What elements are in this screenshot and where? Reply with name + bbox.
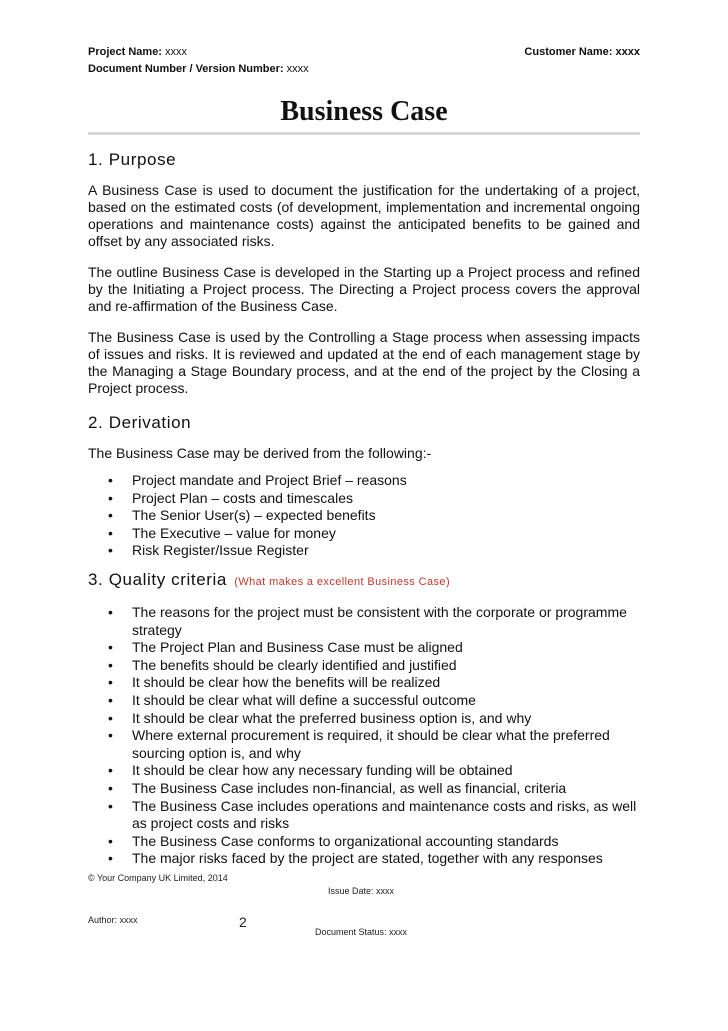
section-heading-purpose: 1. Purpose (88, 150, 177, 169)
document-number-value: xxxx (286, 63, 309, 75)
footer-document-status: Document Status: xxxx (315, 927, 408, 937)
list-item: • Project Plan – costs and timescales (132, 490, 640, 508)
list-item: • The Executive – value for money (132, 525, 640, 543)
purpose-paragraph: The Business Case is used by the Controlling a Stage process when assessing impacts of issues and risks. It is reviewed and updated at the end of each management stage by the Managing a Stage Boundary process, and at the end of the project by the Closing a Project process. (88, 329, 640, 396)
list-item: • The Business Case includes non-financial, as well as financial, criteria (132, 780, 640, 798)
derivation-intro: The Business Case may be derived from the following:- (88, 445, 432, 461)
footer-issue-date: Issue Date: xxxx (328, 886, 395, 896)
document-number-label: Document Number / Version Number: (88, 63, 284, 75)
section-quality-criteria (88, 568, 640, 868)
list-item: • The major risks faced by the project are stated, together with any responses (132, 850, 640, 868)
list-item: • The Business Case includes operations and maintenance costs and risks, as well as project costs and risks (132, 798, 640, 833)
section-heading-quality (88, 568, 640, 594)
list-item: • It should be clear what will define a successful outcome (132, 692, 640, 710)
customer-name (524, 46, 640, 58)
list-item: • It should be clear how any necessary funding will be obtained (132, 762, 640, 780)
project-name-value: xxxx (165, 46, 188, 58)
list-item: • Project mandate and Project Brief – reasons (132, 472, 640, 490)
page-number: 2 (239, 914, 247, 930)
project-name-label: Project Name: (88, 46, 162, 58)
list-item: • Risk Register/Issue Register (132, 542, 640, 560)
list-item: • The Project Plan and Business Case must be aligned (132, 639, 640, 657)
page-title: Business Case (280, 96, 448, 127)
derivation-list (88, 472, 640, 560)
section-purpose (88, 148, 640, 397)
project-name (88, 46, 187, 58)
title-divider (88, 132, 640, 135)
list-item: • It should be clear what the preferred business option is, and why (132, 710, 640, 728)
purpose-paragraph: A Business Case is used to document the justification for the undertaking of a project, based on the estimated costs (of development, implementation and incremental ongoing operations and maintenance costs) against the anticipated benefits to be gained and offset by any associated risks. (88, 182, 640, 249)
document-number (88, 63, 309, 75)
quality-heading-note: (What makes a excellent Business Case) (234, 575, 451, 588)
list-item: • The Business Case conforms to organizational accounting standards (132, 833, 640, 851)
section-heading-derivation: 2. Derivation (88, 413, 192, 432)
quality-heading-text: 3. Quality criteria (88, 569, 227, 589)
customer-name-value: xxxx (615, 46, 640, 58)
document-body (88, 148, 640, 872)
section-derivation (88, 411, 640, 560)
list-item: • The benefits should be clearly identified and justified (132, 657, 640, 675)
footer-author: Author: xxxx (88, 915, 138, 925)
customer-name-label: Customer Name: (524, 46, 613, 58)
footer-copyright: © Your Company UK Limited, 2014 (88, 873, 228, 883)
list-item: • Where external procurement is required, it should be clear what the preferred sourcing option is, and why (132, 727, 640, 762)
purpose-paragraph: The outline Business Case is developed in the Starting up a Project process and refined by the Initiating a Project process. The Directing a Project process covers the approval and re-affirmation of the Business Case. (88, 264, 640, 314)
list-item: • The reasons for the project must be consistent with the corporate or programme strategy (132, 604, 640, 639)
quality-criteria-list (88, 604, 640, 868)
list-item: • It should be clear how the benefits will be realized (132, 674, 640, 692)
list-item: • The Senior User(s) – expected benefits (132, 507, 640, 525)
